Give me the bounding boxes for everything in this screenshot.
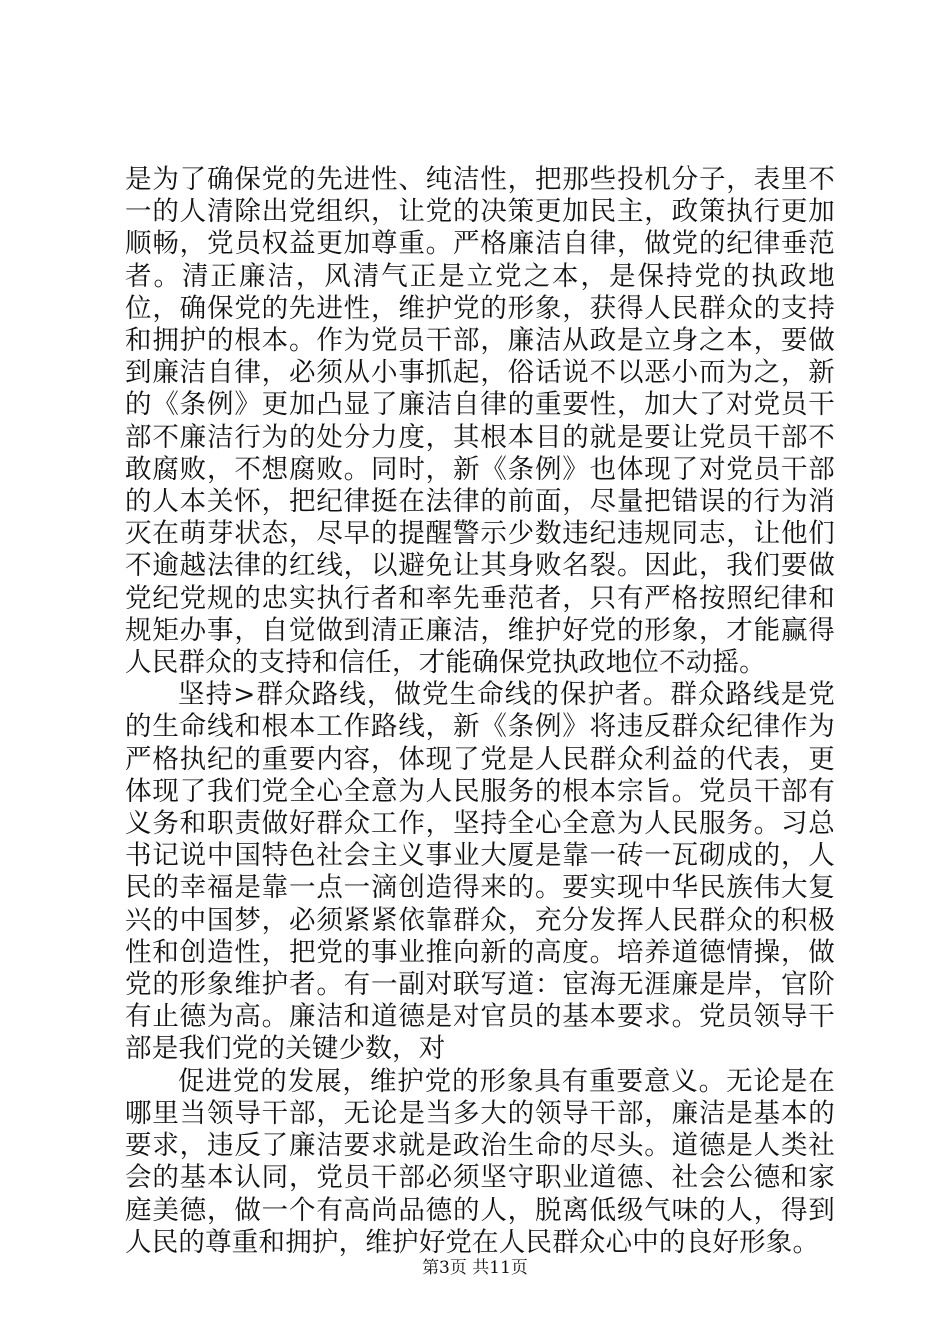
document-body [125, 164, 835, 1259]
page-footer: 第3页 共11页 [422, 1258, 528, 1278]
paragraph-mass-line: 坚持>群众路线，做党生命线的保护者。群众路线是党的生命线和根本工作路线，新《条例》将违反群众纪律作为严格执纪的重要内容，体现了党是人民群众利益的代表，更体现了我们党全心全意为人民服务的根本宗旨。党员干部有义务和职责做好群众工作，坚持全心全意为人民服务。习总书记说中国特色社会主义事业大厦是靠一砖一瓦砌成的，人民的幸福是靠一点一滴创造得来的。要实现中华民族伟大复兴的中国梦，必须紧紧依靠群众，充分发挥人民群众的积极性和创造性，把党的事业推向新的高度。培养道德情操，做党的形象维护者。有一副对联写道：宦海无涯廉是岸，官阶有止德为高。廉洁和道德是对官员的基本要求。党员领导干部是我们党的关键少数，对 [125, 679, 835, 1065]
paragraph-continued: 是为了确保党的先进性、纯洁性，把那些投机分子，表里不一的人清除出党组织，让党的决策更加民主，政策执行更加顺畅，党员权益更加尊重。严格廉洁自律，做党的纪律垂范者。清正廉洁，风清气正是立党之本，是保持党的执政地位，确保党的先进性，维护党的形象，获得人民群众的支持和拥护的根本。作为党员干部，廉洁从政是立身之本，要做到廉洁自律，必须从小事抓起，俗话说不以恶小而为之，新的《条例》更加凸显了廉洁自律的重要性，加大了对党员干部不廉洁行为的处分力度，其根本目的就是要让党员干部不敢腐败，不想腐败。同时，新《条例》也体现了对党员干部的人本关怀，把纪律挺在法律的前面，尽量把错误的行为消灭在萌芽状态，尽早的提醒警示少数违纪违规同志，让他们不逾越法律的红线，以避免让其身败名裂。因此，我们要做党纪党规的忠实执行者和率先垂范者，只有严格按照纪律和规矩办事，自觉做到清正廉洁，维护好党的形象，才能赢得人民群众的支持和信任，才能确保党执政地位不动摇。 [125, 164, 835, 679]
paragraph-morality: 促进党的发展，维护党的形象具有重要意义。无论是在哪里当领导干部，无论是当多大的领导干部，廉洁是基本的要求，违反了廉洁要求就是政治生命的尽头。道德是人类社会的基本认同，党员干部必须坚守职业道德、社会公德和家庭美德，做一个有高尚品德的人，脱离低级气味的人，得到人民的尊重和拥护，维护好党在人民群众心中的良好形象。 [125, 1065, 835, 1258]
